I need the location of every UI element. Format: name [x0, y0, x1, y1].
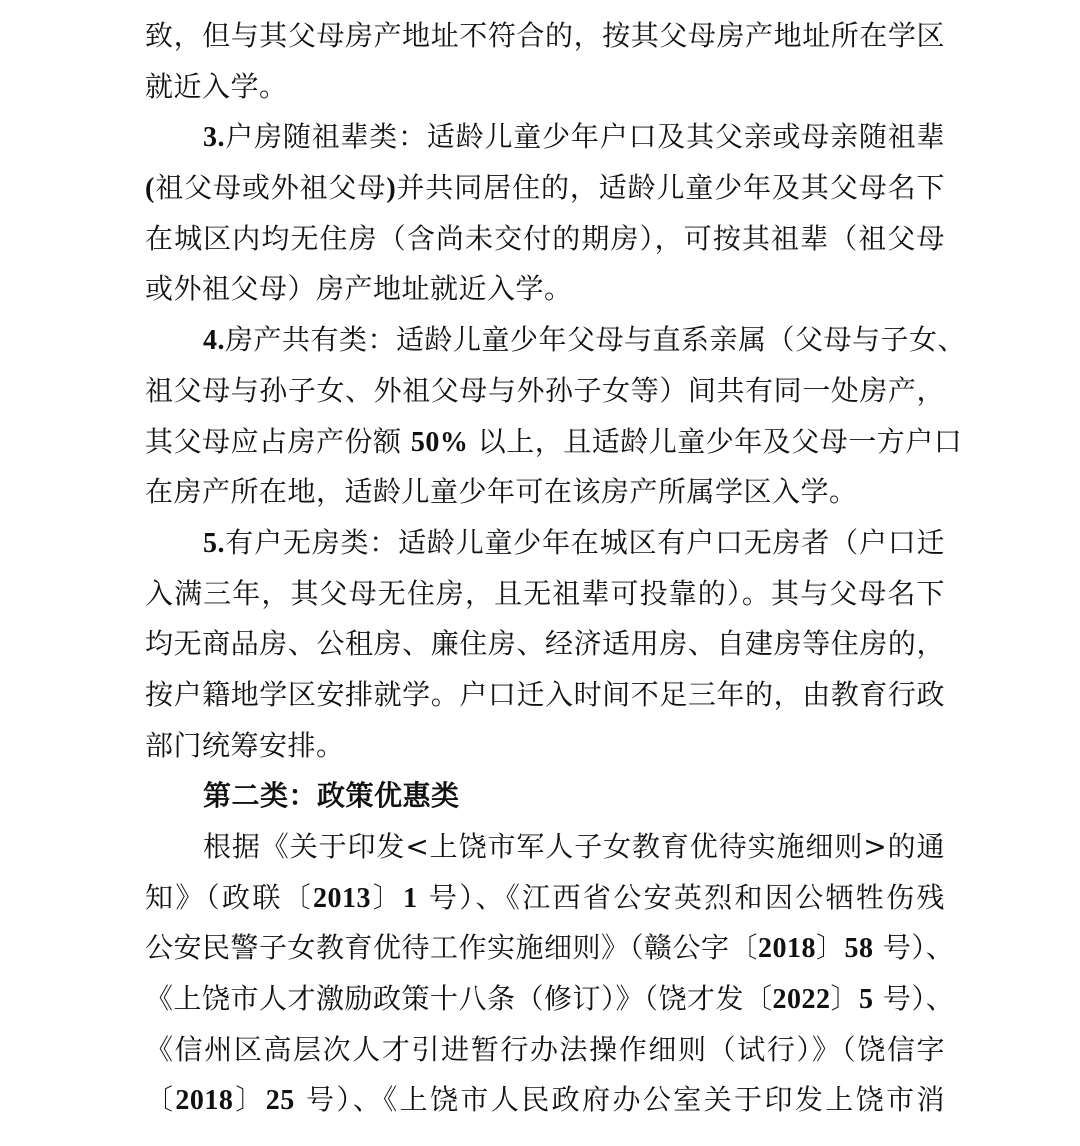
bold-text: 5	[859, 984, 874, 1016]
paragraph-line	[145, 873, 945, 924]
paragraph-line	[145, 366, 945, 417]
paragraph-line	[145, 417, 963, 468]
text-run: 入满三年，其父母无住房，且无祖辈可投靠的）。其与父母名下	[145, 576, 945, 610]
text-run: 均无商品房、公租房、廉住房、经济适用房、自建房等住房的，	[145, 627, 945, 661]
text-run: 《信州区高层次人才引进暂行办法操作细则（试行）》（饶信字	[145, 1032, 945, 1066]
text-run: 〔	[145, 1083, 176, 1117]
paragraph-line	[145, 518, 945, 569]
text-run: 在房产所在地，适龄儿童少年可在该房产所属学区入学。	[145, 475, 858, 509]
text-run: 有户无房类：适龄儿童少年在城区有户口无房者（户口迁	[225, 525, 945, 559]
paragraph-line	[145, 214, 945, 265]
paragraph-line	[145, 264, 945, 315]
bold-text: )	[386, 173, 397, 205]
text-run: 《上饶市人才激励政策十八条（修订）》（饶才发〔	[145, 982, 773, 1016]
text-run: 致，但与其父母房产地址不符合的，按其父母房产地址所在学区	[145, 19, 945, 52]
text-run: 并共同居住的，适龄儿童少年及其父母名下	[396, 171, 945, 205]
bold-text: (	[145, 173, 155, 205]
paragraph-line	[145, 62, 945, 113]
section-heading	[145, 771, 945, 822]
text-run: 部门统筹安排。	[145, 728, 345, 762]
text-run: 按户籍地学区安排就学。户口迁入时间不足三年的，由教育行政	[145, 677, 945, 711]
bold-text: 50%	[410, 426, 469, 458]
text-run: 号）、	[873, 982, 955, 1016]
text-run: 号）、《江西省公安英烈和因公牺牲伤残	[417, 880, 945, 914]
paragraph-line	[145, 974, 955, 1025]
text-run: 祖父母与孙子女、外祖父母与外孙子女等）间共有同一处房产，	[145, 373, 945, 407]
text-run: 〕	[830, 982, 860, 1016]
paragraph-line	[145, 721, 945, 772]
text-run: 祖父母或外祖父母	[154, 171, 387, 205]
text-run: 户房随祖辈类：适龄儿童少年户口及其父亲或母亲随祖辈	[225, 120, 945, 154]
bold-text: 4.	[203, 325, 225, 357]
paragraph-line	[145, 315, 967, 366]
paragraph-line	[145, 467, 945, 518]
paragraph-line	[145, 923, 955, 974]
paragraph-line	[145, 822, 945, 873]
text-run: 其父母应占房产份额	[145, 424, 411, 458]
paragraph-line	[145, 11, 945, 62]
paragraph-line	[145, 670, 945, 721]
text-run: 〕	[233, 1083, 266, 1117]
paragraph-line	[145, 163, 945, 214]
bold-text: 2013	[312, 882, 371, 914]
bold-text: 2018	[758, 933, 817, 965]
text-run: 号）、《上饶市人民政府办公室关于印发上饶市消	[294, 1083, 945, 1117]
text-run: 或外祖父母）房产地址就近入学。	[145, 272, 573, 306]
paragraph-line	[145, 619, 945, 670]
text-run: 〕	[370, 880, 404, 914]
bold-text: 2022	[772, 984, 831, 1016]
document-body	[145, 11, 967, 1126]
text-run: 知》（政联〔	[145, 880, 313, 914]
text-run: 就近入学。	[145, 69, 288, 103]
paragraph-line	[145, 1075, 945, 1126]
text-run: 根据《关于印发<上饶市军人子女教育优待实施细则>的通	[203, 830, 945, 863]
text-run: 房产共有类：适龄儿童少年父母与直系亲属（父母与子女、	[225, 323, 967, 357]
text-run: 〕	[816, 931, 845, 965]
paragraph-line	[145, 569, 945, 620]
text-run: 在城区内均无住房（含尚未交付的期房），可按其祖辈（祖父母	[145, 221, 945, 255]
bold-text: 1	[403, 882, 418, 914]
text-run: 以上，且适龄儿童少年及父母一方户口	[468, 424, 963, 458]
paragraph-line	[145, 1025, 945, 1076]
text-run: 公安民警子女教育优待工作实施细则》（赣公字〔	[145, 931, 759, 965]
bold-text: 58	[844, 933, 874, 965]
bold-text: 5.	[203, 527, 225, 559]
text-run: 号）、	[873, 931, 955, 965]
paragraph-line	[145, 112, 945, 163]
bold-text: 2018	[175, 1085, 234, 1117]
bold-text: 25	[265, 1085, 295, 1117]
text-run: 第二类：政策优惠类	[203, 779, 460, 813]
bold-text: 3.	[203, 122, 225, 154]
